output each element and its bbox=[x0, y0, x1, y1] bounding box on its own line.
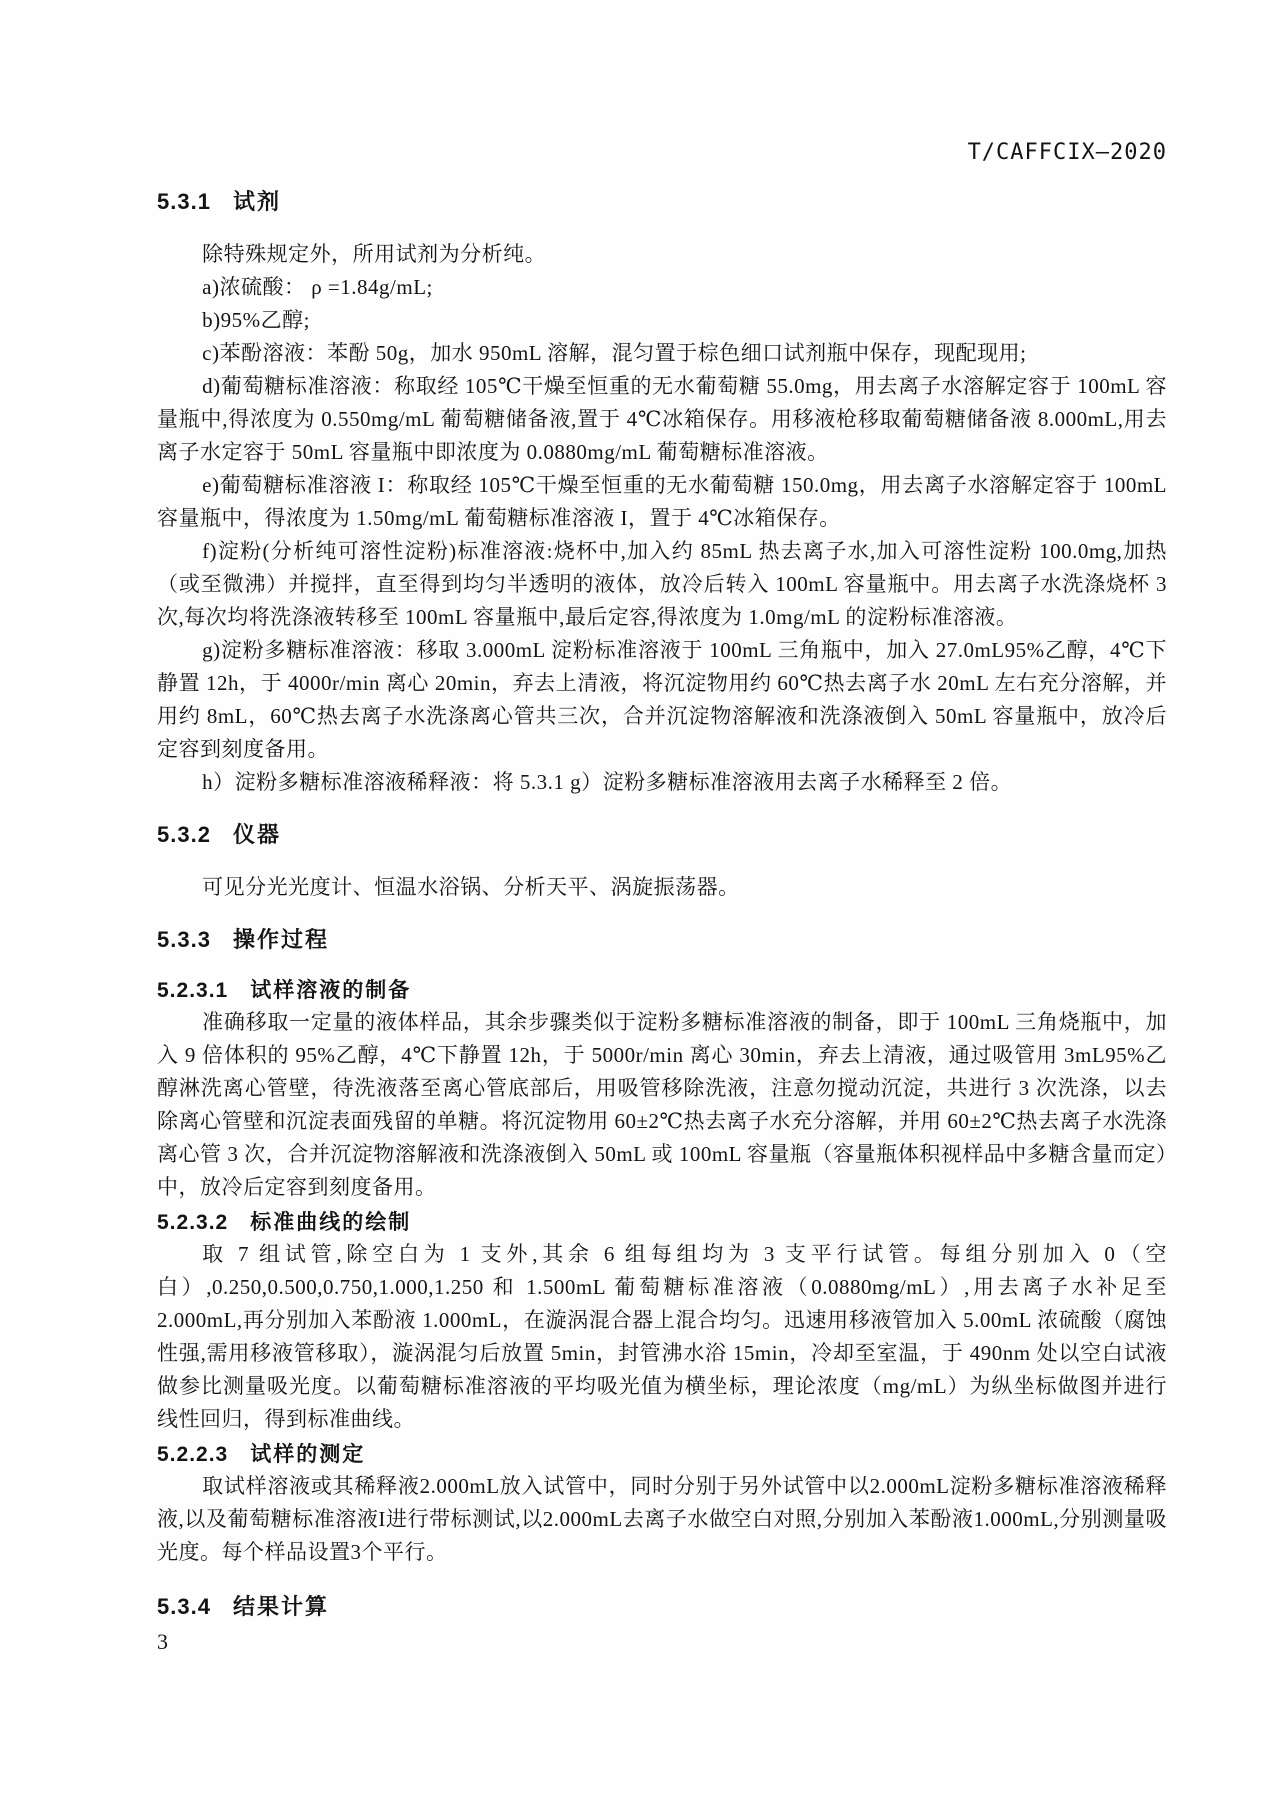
reagent-item-h: h）淀粉多糖标准溶液稀释液：将 5.3.1 g）淀粉多糖标准溶液用去离子水稀释至 2 倍。 bbox=[202, 770, 1013, 794]
subsection-title: 标准曲线的绘制 bbox=[250, 1211, 412, 1234]
heading-result-calculation bbox=[157, 1593, 1167, 1621]
section-number: 5.3.1 bbox=[157, 189, 211, 214]
section-title: 结果计算 bbox=[232, 1594, 329, 1619]
reagent-item-g: g)淀粉多糖标准溶液：移取 3.000mL 淀粉标准溶液于 100mL 三角瓶中，加入 27.0mL95%乙醇，4℃下静置 12h，于 4000r/min 离心 20min，弃去上清液，将沉淀物用约 60℃热去离子水 20mL 左右充分溶解，并用约 8mL，60℃热去离子水洗涤离心管共三次，合并沉淀物溶解液和洗涤液倒入 50mL 容量瓶中，放冷后定容到刻度备用。 bbox=[157, 638, 1167, 761]
subsection-number: 5.2.3.1 bbox=[157, 979, 229, 1002]
instruments-body: 可见分光光度计、恒温水浴锅、分析天平、涡旋振荡器。 bbox=[202, 875, 740, 899]
reagent-item-f: f)淀粉(分析纯可溶性淀粉)标准溶液:烧杯中,加入约 85mL 热去离子水,加入可溶性淀粉 100.0mg,加热（或至微沸）并搅拌，直至得到均匀半透明的液体，放冷后转入 100mL 容量瓶中。用去离子水洗涤烧杯 3 次,每次均将洗涤液转移至 100mL 容量瓶中,最后定容,得浓度为 1.0mg/mL 的淀粉标准溶液。 bbox=[157, 539, 1167, 629]
section-number: 5.3.4 bbox=[157, 1594, 211, 1619]
subsection-number: 5.2.3.2 bbox=[157, 1211, 229, 1234]
standard-code: T/CAFFCIX—2020 bbox=[967, 140, 1167, 165]
section-title: 操作过程 bbox=[232, 927, 329, 952]
subsection-title: 试样溶液的制备 bbox=[250, 979, 412, 1002]
subsection-title: 试样的测定 bbox=[250, 1443, 366, 1466]
heading-standard-curve bbox=[157, 1208, 1167, 1238]
sample-preparation-body: 准确移取一定量的液体样品，其余步骤类似于淀粉多糖标准溶液的制备，即于 100mL 三角烧瓶中，加入 9 倍体积的 95%乙醇，4℃下静置 12h，于 5000r/min 离心 30min，弃去上清液，通过吸管用 3mL95%乙醇淋洗离心管壁，待洗液落至离心管底部后，用吸管移除洗液，注意勿搅动沉淀，共进行 3 次洗涤，以去除离心管壁和沉淀表面残留的单糖。将沉淀物用 60±2℃热去离子水充分溶解，并用 60±2℃热去离子水洗涤离心管 3 次，合并沉淀物溶解液和洗涤液倒入 50mL 或 100mL 容量瓶（容量瓶体积视样品中多糖含量而定）中，放冷后定容到刻度备用。 bbox=[157, 1010, 1167, 1199]
heading-sample-measurement bbox=[157, 1440, 1167, 1470]
page-number: 3 bbox=[157, 1629, 168, 1654]
heading-procedure bbox=[157, 926, 1167, 954]
heading-reagents bbox=[157, 188, 1167, 216]
reagent-item-a: a)浓硫酸： ρ =1.84g/mL; bbox=[202, 275, 433, 299]
standard-curve-body: 取 7 组试管,除空白为 1 支外,其余 6 组每组均为 3 支平行试管。每组分别加入 0（空白）,0.250,0.500,0.750,1.000,1.250 和 1.500mL 葡萄糖标准溶液（0.0880mg/mL）,用去离子水补足至 2.000mL,再分别加入苯酚液 1.000mL，在漩涡混合器上混合均匀。迅速用移液管加入 5.00mL 浓硫酸（腐蚀性强,需用移液管移取），漩涡混匀后放置 5min，封管沸水浴 15min，冷却至室温，于 490nm 处以空白试液做参比测量吸光度。以葡萄糖标准溶液的平均吸光值为横坐标，理论浓度（mg/mL）为纵坐标做图并进行线性回归，得到标准曲线。 bbox=[157, 1242, 1167, 1431]
heading-instruments bbox=[157, 821, 1167, 849]
subsection-number: 5.2.2.3 bbox=[157, 1443, 229, 1466]
section-title: 仪器 bbox=[232, 822, 281, 847]
heading-sample-preparation bbox=[157, 976, 1167, 1006]
section-number: 5.3.2 bbox=[157, 822, 211, 847]
reagent-item-c: c)苯酚溶液：苯酚 50g，加水 950mL 溶解，混匀置于棕色细口试剂瓶中保存，现配现用; bbox=[202, 341, 1027, 365]
section-number: 5.3.3 bbox=[157, 927, 211, 952]
reagents-intro: 除特殊规定外，所用试剂为分析纯。 bbox=[202, 242, 547, 266]
reagent-item-d: d)葡萄糖标准溶液：称取经 105℃干燥至恒重的无水葡萄糖 55.0mg，用去离子水溶解定容于 100mL 容量瓶中,得浓度为 0.550mg/mL 葡萄糖储备液,置于 4℃冰箱保存。用移液枪移取葡萄糖储备液 8.000mL,用去离子水定容于 50mL 容量瓶中即浓度为 0.0880mg/mL 葡萄糖标准溶液。 bbox=[157, 374, 1167, 464]
sample-measurement-body: 取试样溶液或其稀释液2.000mL放入试管中，同时分别于另外试管中以2.000mL淀粉多糖标准溶液稀释液,以及葡萄糖标准溶液I进行带标测试,以2.000mL去离子水做空白对照,分别加入苯酚液1.000mL,分别测量吸光度。每个样品设置3个平行。 bbox=[157, 1474, 1167, 1564]
reagent-item-b: b)95%乙醇; bbox=[202, 308, 310, 332]
section-title: 试剂 bbox=[232, 189, 281, 214]
reagent-item-e: e)葡萄糖标准溶液 I：称取经 105℃干燥至恒重的无水葡萄糖 150.0mg，用去离子水溶解定容于 100mL 容量瓶中，得浓度为 1.50mg/mL 葡萄糖标准溶液 I，置于 4℃冰箱保存。 bbox=[157, 473, 1167, 530]
